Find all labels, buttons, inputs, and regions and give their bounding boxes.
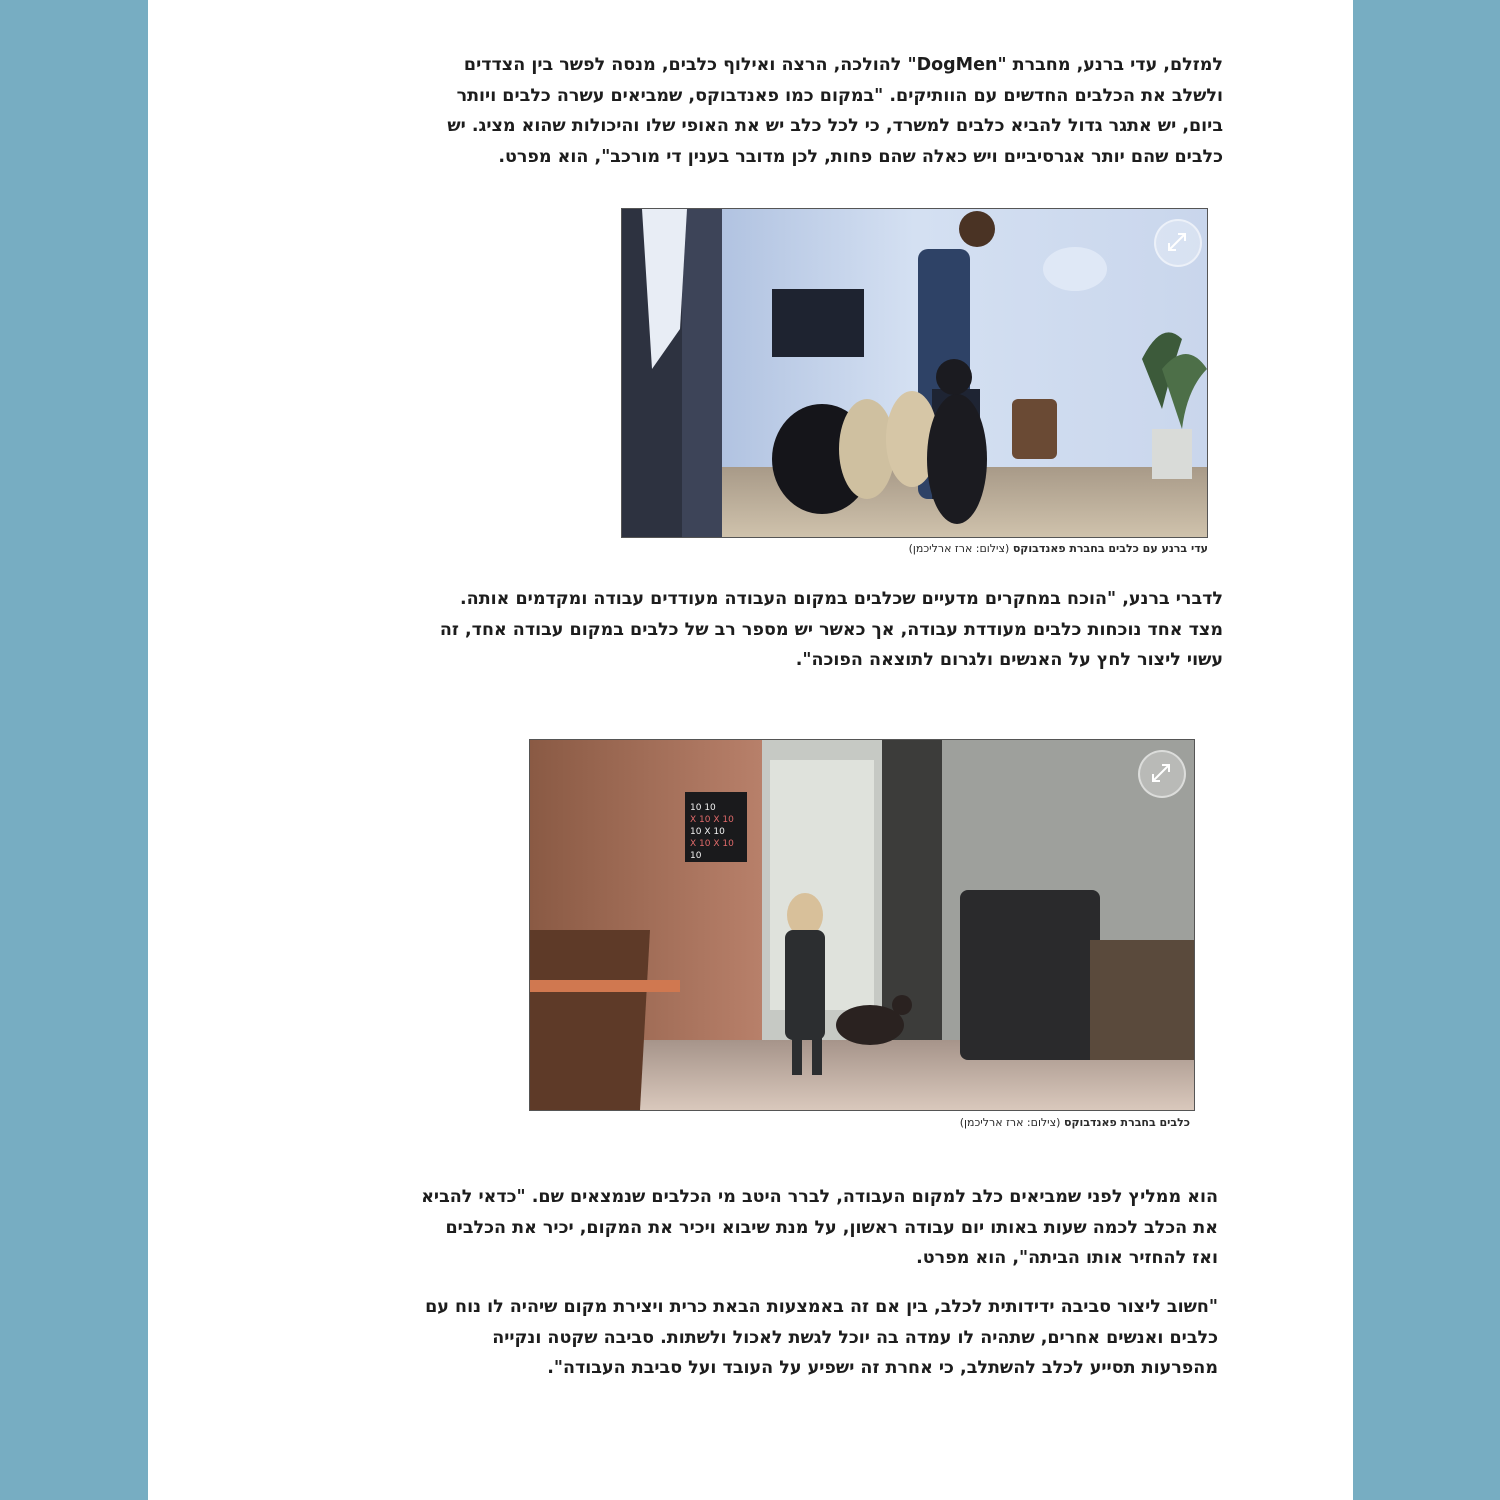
paragraph-research: [298, 584, 1223, 676]
photo-trainer-with-dogs: [621, 208, 1208, 538]
photo-caption: [863, 542, 1208, 555]
caption-title: עדי ברנע עם כלבים בחברת פאנדבוקס: [1012, 542, 1208, 555]
caption-credit: (צילום: ארז ארליכמן): [959, 1116, 1061, 1129]
text-line: כלבים ואנשים אחרים, שתהיה לו עמדה בה יוכל לגשת לאכול ולשתות. סביבה שקטה ונקייה: [492, 1327, 1218, 1348]
photo-caption: [888, 1116, 1190, 1129]
paragraph-intro: [368, 50, 1223, 172]
text-line: כלבים שהם יותר אגרסיביים ויש כאלה שהם פחות, לכן מדובר בענין די מורכב", הוא מפרט.: [498, 146, 1223, 167]
poster-line: 10 X 10: [690, 827, 725, 837]
expand-icon[interactable]: [1138, 750, 1186, 798]
photo-office-dogs-image: [530, 740, 1194, 1110]
text-line: למזלם, עדי ברנע, מחברת "DogMen" להולכה, הרצה ואילוף כלבים, מנסה לפשר בין הצדדים: [463, 55, 1223, 75]
paragraph-environment: [278, 1292, 1218, 1384]
expand-icon[interactable]: [1154, 219, 1202, 267]
paragraph-recommendation: [288, 1182, 1218, 1274]
text-line: הוא ממליץ לפני שמביאים כלב למקום העבודה, לברר היטב מי הכלבים שנמצאים שם. "כדאי להביא: [421, 1187, 1218, 1207]
caption-credit: (צילום: ארז ארליכמן): [908, 542, 1010, 555]
photo-trainer-with-dogs-image: [622, 209, 1207, 537]
text-line: ביום, יש אתגר גדול להביא כלבים למשרד, כי לכל כלב יש את האופי שלו והיכולות שהוא מציג. יש: [447, 116, 1223, 136]
caption-title: כלבים בחברת פאנדבוקס: [1063, 1116, 1190, 1129]
text-line: ואז להחזיר אותו הביתה", הוא מפרט.: [916, 1248, 1218, 1268]
text-line: לדברי ברנע, "הוכח במחקרים מדעיים שכלבים במקום העבודה מעודדים עבודה ומקדמים אותה.: [460, 589, 1223, 609]
photo-office-dogs: [529, 739, 1195, 1111]
poster-line: X 10 X 10: [690, 839, 734, 849]
poster-line: 10: [690, 851, 702, 861]
text-line: את הכלב לכמה שעות באותו יום עבודה ראשון, על מנת שיבוא ויכיר את המקום, יכיר את הכלבים: [445, 1217, 1218, 1238]
text-line: ולשלב את הכלבים החדשים עם הוותיקים. "במקום כמו פאנדבוקס, שמביאים עשרה כלבים ויותר: [456, 85, 1223, 106]
text-line: עשוי ליצור לחץ על האנשים ולגרום לתוצאה הפוכה".: [795, 650, 1223, 670]
text-line: "חשוב ליצור סביבה ידידותית לכלב, בין אם זה באמצעות הבאת כרית ויצירת מקום שיהיה לו נוח עם: [425, 1297, 1218, 1317]
text-line: מצד אחד נוכחות כלבים מעודדת עבודה, אך כאשר יש מספר רב של כלבים במקום עבודה אחד, זה: [439, 619, 1223, 640]
poster-line: 10 10: [690, 803, 716, 813]
document-page: [148, 0, 1353, 1500]
poster-line: X 10 X 10: [690, 815, 734, 825]
text-line: מהפרעות תסייע לכלב להשתלב, כי אחרת זה ישפיע על העובד ועל סביבת העבודה".: [547, 1358, 1218, 1378]
